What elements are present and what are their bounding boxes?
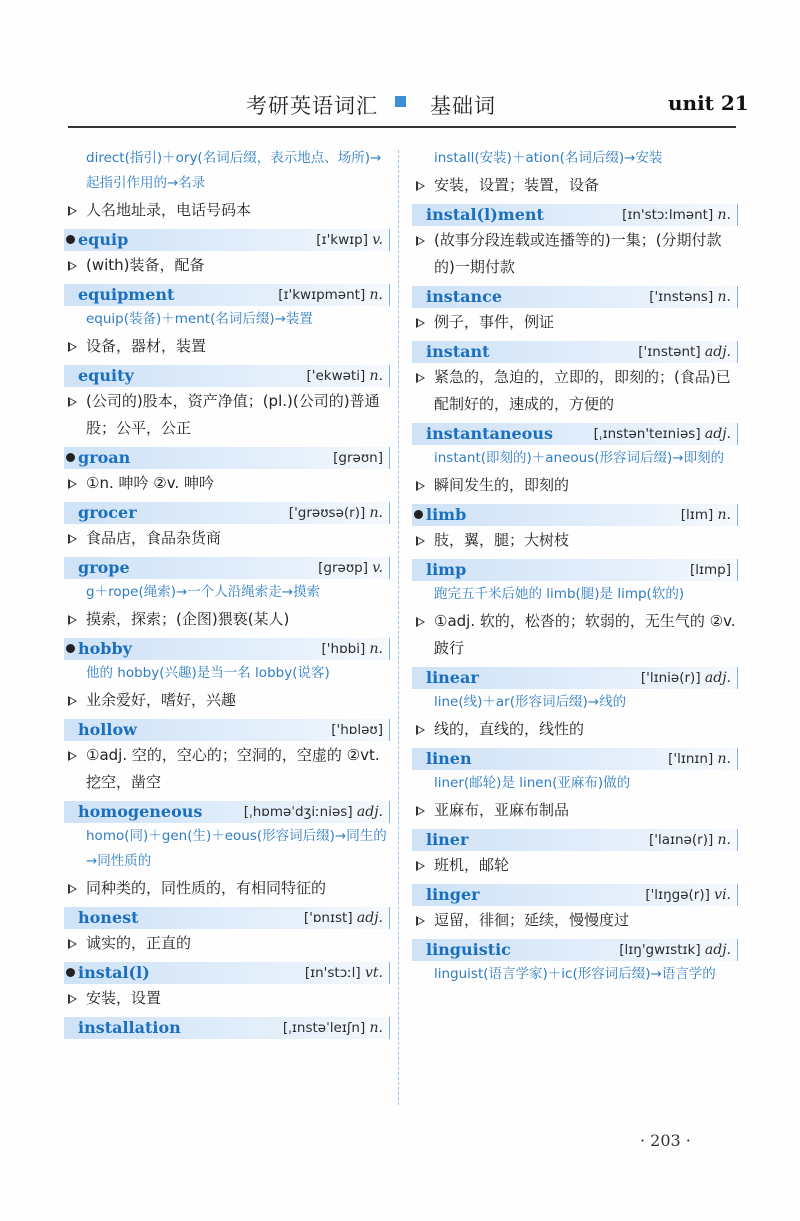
unit-label: unit 21	[668, 91, 749, 115]
triangle-marker-icon	[416, 373, 425, 383]
mnemonic-note: linguist(语言学家)＋ic(形容词后缀)→语言学的	[434, 966, 716, 982]
page-header	[0, 0, 800, 130]
headword: instal(l)ment	[426, 205, 544, 224]
headword: equip	[78, 230, 129, 249]
pronunciation-group	[278, 284, 383, 306]
phonetic: [grəʊp]	[318, 560, 368, 576]
headword: equity	[78, 366, 134, 385]
headword: grocer	[78, 503, 137, 522]
core-word-dot-icon	[66, 235, 75, 244]
phonetic: [lɪmp]	[689, 562, 731, 578]
headword: grope	[78, 558, 130, 577]
pronunciation-group	[305, 962, 383, 984]
definition	[412, 907, 738, 934]
pronunciation-group	[638, 341, 731, 363]
phonetic: ['ɪnstənt]	[638, 344, 701, 360]
part-of-speech: v.	[372, 232, 383, 248]
definition-text: 人名地址录，电话号码本	[86, 201, 252, 219]
headword: hobby	[78, 639, 132, 658]
headword: instal(l)	[78, 963, 150, 982]
headword: limp	[426, 560, 467, 579]
pronunciation-group	[649, 829, 731, 851]
phonetic: ['ekwəti]	[306, 368, 366, 384]
triangle-marker-icon	[68, 479, 77, 489]
definition	[64, 470, 390, 497]
mnemonic-note: homo(同)＋gen(生)＋eous(形容词后缀)→同生的→同性质的	[86, 828, 387, 869]
triangle-marker-icon	[68, 534, 77, 544]
definition-text: 线的，直线的，线性的	[434, 720, 585, 738]
headword: linger	[426, 885, 480, 904]
phonetic: [lɪŋ'gwɪstɪk]	[619, 942, 701, 958]
definition-text: 业余爱好，嗜好，兴趣	[86, 691, 237, 709]
headword: limb	[426, 505, 467, 524]
triangle-marker-icon	[68, 615, 77, 625]
definition-text: 同种类的，同性质的，有相同特征的	[86, 879, 327, 897]
headword: honest	[78, 908, 139, 927]
headword-entry	[64, 284, 390, 306]
definition	[412, 309, 738, 336]
headword-entry	[64, 638, 390, 660]
phonetic: ['ɒnɪst]	[303, 910, 353, 926]
headword-entry	[64, 447, 390, 469]
definition	[64, 875, 390, 902]
part-of-speech: n.	[369, 1020, 383, 1036]
definition-text: (with)装备，配备	[86, 256, 205, 274]
mnemonic-note: direct(指引)＋ory(名词后缀，表示地点、场所)→起指引作用的→名录	[86, 150, 382, 191]
headword: groan	[78, 448, 131, 467]
triangle-marker-icon	[416, 318, 425, 328]
pronunciation-group	[289, 502, 383, 524]
pronunciation-group	[244, 801, 383, 823]
headword: instant	[426, 342, 490, 361]
definition	[412, 227, 738, 281]
triangle-marker-icon	[416, 236, 425, 246]
part-of-speech: n.	[717, 207, 731, 223]
definition-text: ①n. 呻吟 ②v. 呻吟	[86, 474, 214, 492]
part-of-speech: adj.	[356, 910, 383, 926]
pronunciation-group	[316, 229, 383, 251]
part-of-speech: n.	[369, 641, 383, 657]
part-of-speech: n.	[717, 751, 731, 767]
part-of-speech: vi.	[714, 887, 731, 903]
phonetic: ['grəʊsə(r)]	[288, 505, 366, 521]
mnemonic-note: 他的 hobby(兴趣)是当一名 lobby(说客)	[86, 665, 330, 681]
definition-text: 食品店，食品杂货商	[86, 529, 222, 547]
phonetic: [ɪ'kwɪp]	[316, 232, 368, 248]
phonetic: ['laɪnə(r)]	[649, 832, 714, 848]
headword-entry	[64, 1017, 390, 1039]
phonetic: ['ɪnstəns]	[649, 289, 714, 305]
phonetic: ['lɪniə(r)]	[640, 670, 701, 686]
core-word-dot-icon	[414, 510, 423, 519]
definition-text: 安装，设置；装置，设备	[434, 176, 600, 194]
headword-entry	[412, 504, 738, 526]
headword: linear	[426, 668, 479, 687]
headword-entry	[412, 423, 738, 445]
phonetic: ['lɪnɪn]	[668, 751, 714, 767]
headword-entry	[64, 365, 390, 387]
part-of-speech: n.	[369, 505, 383, 521]
part-of-speech: adj.	[704, 344, 731, 360]
square-bullet-icon	[395, 96, 406, 107]
triangle-marker-icon	[68, 696, 77, 706]
definition	[412, 172, 738, 199]
pronunciation-group	[649, 286, 731, 308]
definition	[64, 930, 390, 957]
headword-entry	[412, 829, 738, 851]
triangle-marker-icon	[416, 916, 425, 926]
triangle-marker-icon	[416, 725, 425, 735]
headword: linen	[426, 749, 472, 768]
headword-entry	[64, 502, 390, 524]
triangle-marker-icon	[68, 994, 77, 1004]
column-divider	[398, 150, 399, 1105]
definition	[412, 716, 738, 743]
mnemonic-note: g＋rope(绳索)→一个人沿绳索走→摸索	[86, 584, 321, 600]
definition	[64, 606, 390, 633]
phonetic: [lɪm]	[680, 507, 714, 523]
definition	[412, 364, 738, 418]
definition-text: 瞬间发生的，即刻的	[434, 476, 570, 494]
right-column	[412, 145, 738, 987]
book-subtitle: 基础词	[430, 94, 496, 118]
page-number: · 203 ·	[640, 1131, 691, 1150]
part-of-speech: n.	[717, 507, 731, 523]
triangle-marker-icon	[416, 806, 425, 816]
phonetic: [ɪ'kwɪpmənt]	[278, 287, 366, 303]
phonetic: [ˌhɒməˈdʒiːniəs]	[243, 804, 353, 820]
headword: homogeneous	[78, 802, 203, 821]
definition-text: 安装，设置	[86, 989, 162, 1007]
headword-entry	[412, 939, 738, 961]
definition-text: 摸索，探索；(企图)猥亵(某人)	[86, 610, 290, 628]
part-of-speech: adj.	[704, 426, 731, 442]
definition-text: 班机，邮轮	[434, 856, 510, 874]
part-of-speech: adj.	[356, 804, 383, 820]
definition	[412, 527, 738, 554]
part-of-speech: n.	[717, 832, 731, 848]
pronunciation-group	[594, 423, 731, 445]
definition	[412, 797, 738, 824]
definition-text: 肢，翼，腿；大树枝	[434, 531, 570, 549]
triangle-marker-icon	[68, 397, 77, 407]
pronunciation-group	[681, 504, 731, 526]
definition	[64, 985, 390, 1012]
definition-text: ①adj. 软的，松沓的；软弱的，无生气的 ②v. 跛行	[434, 612, 736, 657]
part-of-speech: v.	[372, 560, 383, 576]
core-word-dot-icon	[66, 453, 75, 462]
definition	[64, 333, 390, 360]
headword-entry	[64, 719, 390, 741]
headword: linguistic	[426, 940, 511, 959]
definition	[64, 388, 390, 442]
mnemonic-note: equip(装备)＋ment(名词后缀)→装置	[86, 311, 313, 327]
header-rule	[68, 126, 736, 128]
headword: instantaneous	[426, 424, 553, 443]
part-of-speech: vt.	[365, 965, 383, 981]
pronunciation-group	[333, 447, 383, 469]
triangle-marker-icon	[416, 481, 425, 491]
definition	[64, 197, 390, 224]
headword: hollow	[78, 720, 137, 739]
mnemonic-note: line(线)＋ar(形容词后缀)→线的	[434, 694, 627, 710]
book-title: 考研英语词汇	[246, 94, 378, 118]
definition	[64, 687, 390, 714]
pronunciation-group	[690, 559, 731, 581]
pronunciation-group	[622, 204, 731, 226]
phonetic: ['lɪŋgə(r)]	[645, 887, 710, 903]
definition	[412, 472, 738, 499]
triangle-marker-icon	[68, 206, 77, 216]
headword: equipment	[78, 285, 175, 304]
definition-text: 例子，事件，例证	[434, 313, 555, 331]
headword-entry	[412, 341, 738, 363]
definition	[412, 852, 738, 879]
triangle-marker-icon	[68, 342, 77, 352]
triangle-marker-icon	[68, 884, 77, 894]
definition-text: 设备，器材，装置	[86, 337, 207, 355]
headword-entry	[412, 559, 738, 581]
mnemonic-note: liner(邮轮)是 linen(亚麻布)做的	[434, 775, 631, 791]
part-of-speech: n.	[369, 287, 383, 303]
headword-entry	[64, 907, 390, 929]
headword-entry	[412, 204, 738, 226]
triangle-marker-icon	[68, 261, 77, 271]
definition	[412, 608, 738, 662]
part-of-speech: adj.	[704, 942, 731, 958]
pronunciation-group	[645, 884, 731, 906]
headword: instance	[426, 287, 503, 306]
phonetic: [ˌɪnstən'teɪniəs]	[593, 426, 701, 442]
triangle-marker-icon	[68, 751, 77, 761]
pronunciation-group	[304, 907, 383, 929]
pronunciation-group	[306, 365, 383, 387]
definition-text: 亚麻布，亚麻布制品	[434, 801, 570, 819]
core-word-dot-icon	[66, 968, 75, 977]
phonetic: [ɪn'stɔːlmənt]	[622, 207, 714, 223]
pronunciation-group	[331, 719, 383, 741]
pronunciation-group	[641, 667, 731, 689]
left-column	[64, 145, 390, 1039]
definition-text: 紧急的，急迫的，立即的，即刻的；(食品)已配制好的，速成的，方便的	[434, 368, 731, 413]
pronunciation-group	[322, 638, 383, 660]
headword-entry	[64, 229, 390, 251]
headword: liner	[426, 830, 469, 849]
definition	[64, 252, 390, 279]
phonetic: ['hɒləʊ]	[331, 722, 383, 738]
part-of-speech: n.	[369, 368, 383, 384]
definition	[64, 525, 390, 552]
headword-entry	[412, 884, 738, 906]
definition-text: ①adj. 空的，空心的；空洞的，空虚的 ②vt. 挖空，凿空	[86, 746, 380, 791]
headword-entry	[412, 748, 738, 770]
mnemonic-note: 跑完五千米后她的 limb(腿)是 limp(软的)	[434, 586, 685, 602]
pronunciation-group	[318, 557, 383, 579]
pronunciation-group	[619, 939, 731, 961]
headword-entry	[412, 286, 738, 308]
headword-entry	[64, 962, 390, 984]
mnemonic-note: install(安装)＋ation(名词后缀)→安装	[434, 150, 663, 166]
definition	[64, 742, 390, 796]
pronunciation-group	[668, 748, 731, 770]
definition-text: (公司的)股本，资产净值；(pl.)(公司的)普通股；公平，公正	[86, 392, 380, 437]
core-word-dot-icon	[66, 644, 75, 653]
pronunciation-group	[283, 1017, 383, 1039]
triangle-marker-icon	[416, 617, 425, 627]
triangle-marker-icon	[416, 861, 425, 871]
triangle-marker-icon	[416, 181, 425, 191]
definition-text: 诚实的，正直的	[86, 934, 192, 952]
definition-text: (故事分段连载或连播等的)一集；(分期付款的)一期付款	[434, 231, 722, 276]
headword-entry	[64, 557, 390, 579]
phonetic: [ɪn'stɔːl]	[304, 965, 361, 981]
headword-entry	[64, 801, 390, 823]
mnemonic-note: instant(即刻的)＋aneous(形容词后缀)→即刻的	[434, 450, 725, 466]
phonetic: [grəʊn]	[333, 450, 383, 466]
part-of-speech: n.	[717, 289, 731, 305]
headword: installation	[78, 1018, 181, 1037]
phonetic: ['hɒbi]	[321, 641, 366, 657]
triangle-marker-icon	[416, 536, 425, 546]
definition-text: 逗留，徘徊；延续，慢慢度过	[434, 911, 630, 929]
phonetic: [ˌɪnstəˈleɪʃn]	[282, 1020, 366, 1036]
part-of-speech: adj.	[704, 670, 731, 686]
triangle-marker-icon	[68, 939, 77, 949]
headword-entry	[412, 667, 738, 689]
